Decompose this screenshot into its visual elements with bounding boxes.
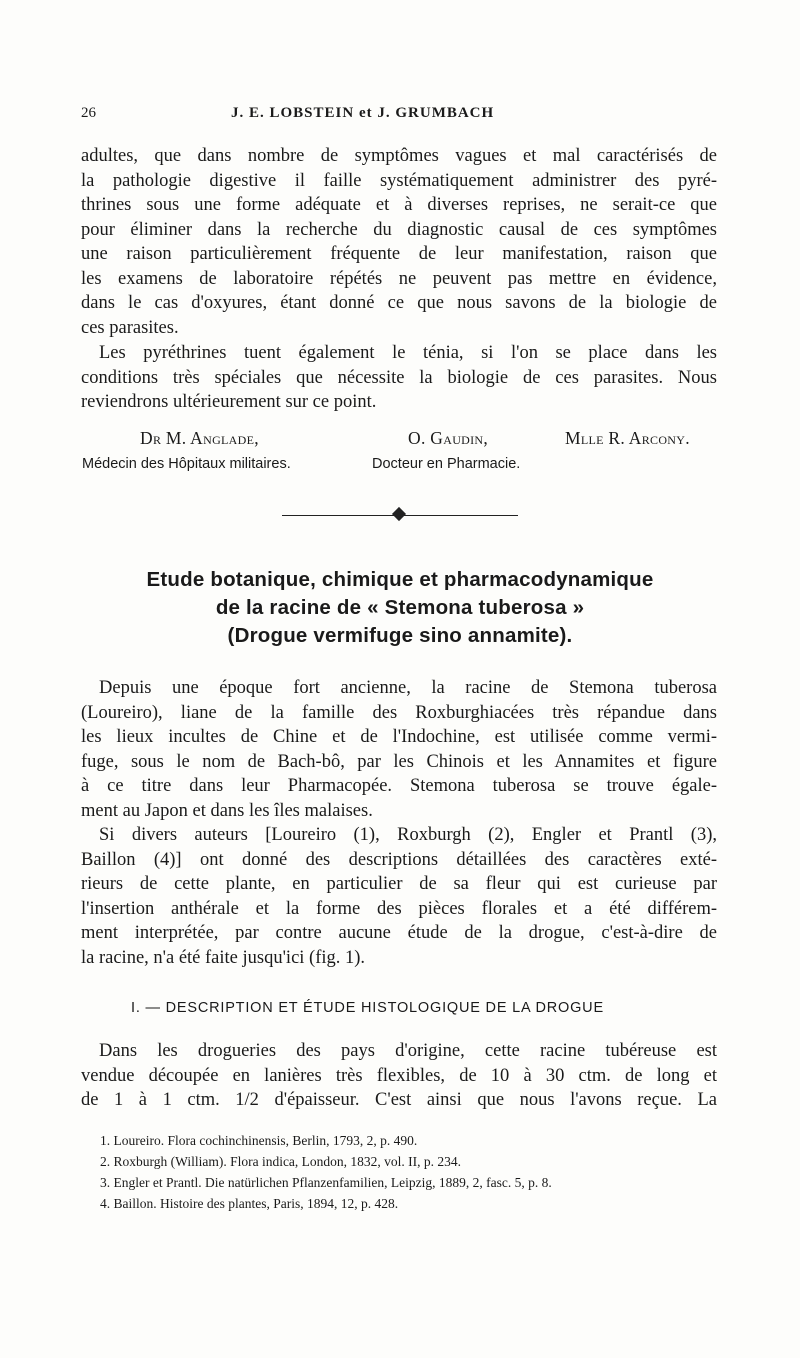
text-line: de 1 à 1 ctm. 1/2 d'épaisseur. C'est ainsi que nous l'avons reçue. La	[81, 1090, 717, 1110]
text-line: vendue découpée en lanières très flexibles, de 10 à 30 ctm. de long et	[81, 1065, 717, 1086]
body-paragraph-2	[81, 823, 717, 970]
footnote: 4. Baillon. Histoire des plantes, Paris, 1894, 12, p. 428.	[100, 1196, 399, 1211]
text-line: à ce titre dans leur Pharmacopée. Stemona tuberosa se trouve égale-	[81, 776, 717, 796]
text-line: Depuis une époque fort ancienne, la racine de Stemona tuberosa	[99, 678, 717, 698]
footnote: 1. Loureiro. Flora cochinchinensis, Berlin, 1793, 2, p. 490.	[100, 1133, 418, 1148]
signature-name: O. Gaudin,	[408, 428, 489, 448]
signature-name: Mlle R. Arcony.	[565, 428, 690, 448]
page-number: 26	[81, 105, 96, 121]
footnotes	[100, 1130, 720, 1214]
title-line: de la racine de « Stemona tuberosa »	[215, 596, 585, 619]
text-line: une raison particulièrement fréquente de leur manifestation, raison que	[81, 244, 717, 264]
text-line: reviendrons ultérieurement sur ce point.	[81, 392, 377, 412]
signature-block	[0, 428, 800, 478]
footnote: 3. Engler et Prantl. Die natürlichen Pflanzenfamilien, Leipzig, 1889, 2, fasc. 5, p. 8.	[100, 1175, 552, 1190]
running-head-authors: J. E. LOBSTEIN et J. GRUMBACH	[231, 105, 495, 121]
text-line: Les pyréthrines tuent également le ténia, si l'on se place dans les	[99, 343, 717, 363]
text-line: adultes, que dans nombre de symptômes vagues et mal caractérisés de	[81, 146, 717, 166]
divider-ornament-icon	[392, 507, 406, 521]
text-line: les lieux incultes de Chine et de l'Indochine, est utilisée comme vermi-	[81, 727, 717, 747]
signature-title: Docteur en Pharmacie.	[372, 456, 521, 472]
text-line: fuge, sous le nom de Bach-bô, par les Chinois et les Annamites et figure	[81, 751, 717, 772]
text-line: conditions très spéciales que nécessite la biologie de ces parasites. Nous	[81, 367, 717, 388]
article-title	[80, 566, 720, 650]
text-line: dans le cas d'oxyures, étant donné ce que nous savons de la biologie de	[81, 293, 717, 313]
text-line: rieurs de cette plante, en particulier de sa fleur qui est curieuse par	[81, 874, 717, 894]
text-line: Dans les drogueries des pays d'origine, cette racine tubéreuse est	[99, 1041, 717, 1061]
body-paragraph-1	[81, 676, 717, 823]
second-paragraph	[81, 341, 717, 415]
title-line: (Drogue vermifuge sino annamite).	[227, 624, 573, 647]
running-header	[81, 105, 721, 129]
text-line: ces parasites.	[81, 317, 179, 338]
text-line: ment interprétée, par contre aucune étude de la drogue, c'est-à-dire de	[81, 923, 717, 943]
text-line: pour éliminer dans la recherche du diagnostic causal de ces symptômes	[81, 219, 717, 240]
footnote: 2. Roxburgh (William). Flora indica, London, 1832, vol. II, p. 234.	[100, 1154, 462, 1169]
text-line: ment au Japon et dans les îles malaises.	[81, 800, 373, 821]
body-paragraph-3	[81, 1039, 717, 1113]
section-heading: I. — DESCRIPTION ET ÉTUDE HISTOLOGIQUE DE LA DROGUE	[131, 1000, 604, 1016]
text-line: (Loureiro), liane de la famille des Roxburghiacées très répandue dans	[81, 702, 717, 723]
text-line: Baillon (4)] ont donné des descriptions détaillées des caractères exté-	[81, 849, 717, 870]
title-line: Etude botanique, chimique et pharmacodynamique	[146, 568, 654, 591]
text-line: les examens de laboratoire répétés ne peuvent pas mettre en évidence,	[81, 268, 717, 289]
signature-title: Médecin des Hôpitaux militaires.	[82, 456, 291, 472]
text-line: thrines sous une forme adéquate et à diverses reprises, ne serait-ce que	[81, 195, 717, 215]
text-line: la pathologie digestive il faille systématiquement administrer des pyré-	[81, 170, 717, 191]
text-line: la racine, n'a été faite jusqu'ici (fig. 1).	[81, 947, 366, 968]
signature-name: Dr M. Anglade,	[140, 428, 259, 448]
text-line: Si divers auteurs [Loureiro (1), Roxburgh (2), Engler et Prantl (3),	[99, 825, 717, 845]
intro-paragraph	[81, 144, 717, 340]
text-line: l'insertion anthérale et la forme des pièces florales et a été différem-	[81, 898, 717, 919]
